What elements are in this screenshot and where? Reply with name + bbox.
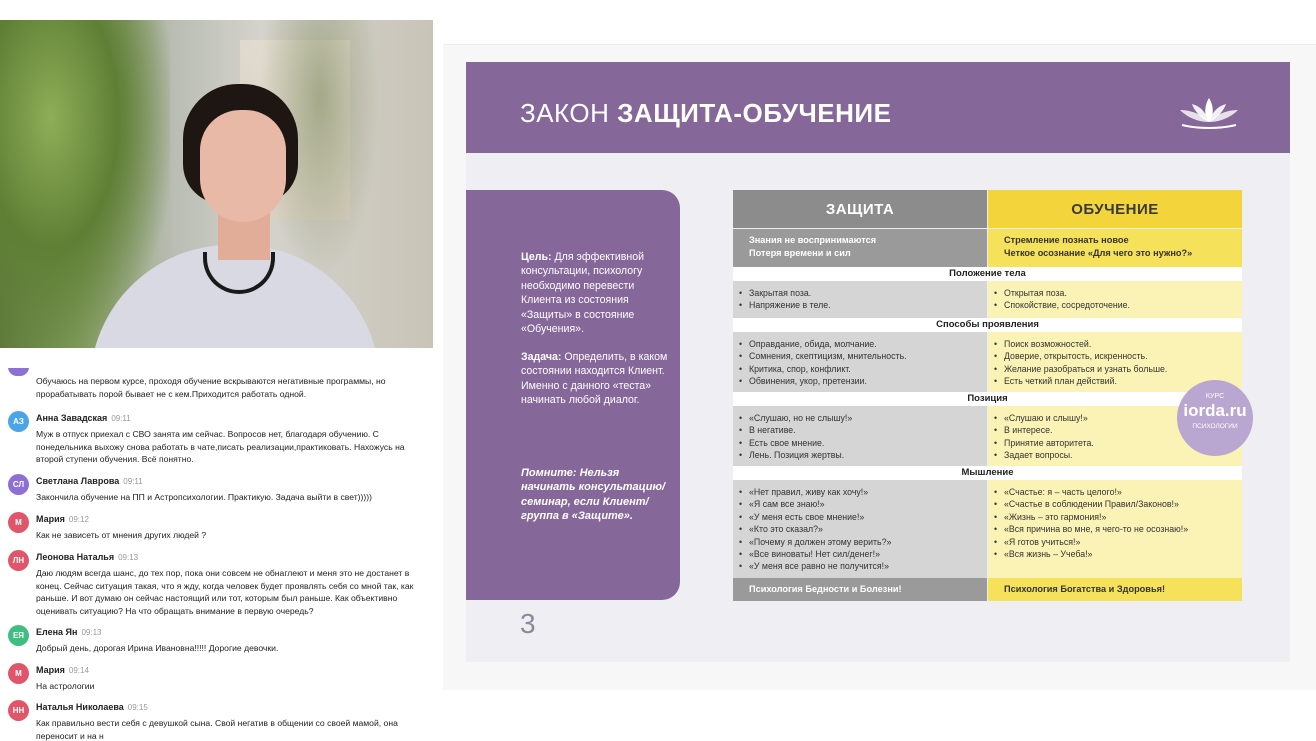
task-label: Задача: xyxy=(521,351,562,363)
table-item: • Спокойствие, сосредоточение. xyxy=(988,299,1242,311)
table-item: • Закрытая поза. xyxy=(733,287,987,299)
chat-message xyxy=(0,373,433,400)
chat-panel[interactable] xyxy=(0,368,433,741)
stamp-top-text: КУРС xyxy=(1205,393,1225,400)
chat-message-text: Как не зависеть от мнения других людей ? xyxy=(36,530,207,540)
chat-time: 09:13 xyxy=(81,628,102,637)
table-item: • В негативе. xyxy=(733,424,987,436)
chat-author: Наталья Николаева xyxy=(36,702,124,712)
avatar: ЕЯ xyxy=(8,625,29,646)
section-title: Позиция xyxy=(733,392,1242,406)
table-item: • «Вся причина во мне, я чего-то не осознаю!» xyxy=(988,523,1242,535)
chat-message xyxy=(0,660,433,693)
chat-time: 09:11 xyxy=(111,414,131,423)
avatar: М xyxy=(8,512,29,533)
presentation-slide xyxy=(466,62,1290,662)
lotus-logo-icon xyxy=(1174,94,1244,132)
chat-message-text: Муж в отпуск приехал с СВО занята им сейчас. Вопросов нет, благодаря обучению. С понедельника выхожу снова работать в чате,писать реализации,практиковать. Нахожусь на второй ступени обучения. Всё понятно. xyxy=(36,429,405,465)
table-item: • Поиск возможностей. xyxy=(988,338,1242,350)
learning-intro xyxy=(988,229,1242,267)
avatar: М xyxy=(8,663,29,684)
chat-message xyxy=(0,408,433,466)
learning-footer-text: Психология Богатства и Здоровья! xyxy=(1004,584,1166,594)
goal-panel xyxy=(466,190,680,600)
table-item: • «Жизнь – это гармония!» xyxy=(988,511,1242,523)
defense-intro-line: Знания не воспринимаются xyxy=(749,235,877,245)
goal-label: Цель: xyxy=(521,251,552,263)
chat-message-text: Обучаюсь на первом курсе, проходя обучение вскрываются негативные программы, но прорабатывать порой бывает не с кем.Приходится работать одной. xyxy=(36,376,386,399)
defense-cell xyxy=(733,332,987,395)
table-item: • В интересе. xyxy=(988,424,1242,436)
chat-author: Анна Завадская xyxy=(36,413,108,423)
slide-number: 3 xyxy=(520,608,536,639)
table-item: • Есть свое мнение. xyxy=(733,437,987,449)
table-item: • Напряжение в теле. xyxy=(733,299,987,311)
slide-title-bold: ЗАЩИТА-ОБУЧЕНИЕ xyxy=(617,98,892,128)
table-item: • «Нет правил, живу как хочу!» xyxy=(733,486,987,498)
goal-paragraph xyxy=(521,250,671,336)
table-item: • Лень. Позиция жертвы. xyxy=(733,449,987,461)
table-item: • Открытая поза. xyxy=(988,287,1242,299)
table-item: • Задает вопросы. xyxy=(988,449,1242,461)
stamp-main-text: iorda.ru xyxy=(1183,401,1247,420)
chat-author: Светлана Лаврова xyxy=(36,476,120,486)
remember-note: Помните: Нельзя начинать консультацию/семинар, если Клиент/группа в «Защите». xyxy=(521,467,666,523)
defense-intro-line: Потеря времени и сил xyxy=(749,248,851,258)
header-learning: ОБУЧЕНИЕ xyxy=(988,190,1242,228)
chat-time: 09:12 xyxy=(68,515,89,524)
table-item: • Критика, спор, конфликт. xyxy=(733,363,987,375)
defense-footer-text: Психология Бедности и Болезни! xyxy=(749,584,902,594)
defense-intro xyxy=(733,229,987,267)
table-item: • «Счастье в соблюдении Правил/Законов!» xyxy=(988,498,1242,510)
table-item: • «Слушаю и слышу!» xyxy=(988,412,1242,424)
chat-message-text: На астрологии xyxy=(36,681,95,691)
slide-banner xyxy=(466,62,1290,153)
goal-text: Для эффективной консультации, психологу необходимо перевести Клиента из состояния «Защиты» в состояние «Обучения». xyxy=(521,251,645,336)
slide-title-light: ЗАКОН xyxy=(520,98,618,128)
course-stamp xyxy=(1177,380,1253,456)
defense-cell xyxy=(733,406,987,467)
avatar: ЛН xyxy=(8,550,29,571)
section-title: Положение тела xyxy=(733,267,1242,281)
chat-time: 09:14 xyxy=(68,666,89,675)
stamp-bottom-text: ПСИХОЛОГИИ xyxy=(1192,423,1238,430)
chat-time: 09:11 xyxy=(123,477,143,486)
chat-message xyxy=(0,547,433,617)
chat-author: Мария xyxy=(36,665,65,675)
table-item: • «У меня все равно не получится!» xyxy=(733,560,987,572)
table-item: • «Почему я должен этому верить?» xyxy=(733,536,987,548)
chat-author: Леонова Наталья xyxy=(36,552,115,562)
table-item: • «Все виноваты! Нет сил/денег!» xyxy=(733,548,987,560)
table-item: • «Кто это сказал?» xyxy=(733,523,987,535)
learning-cell xyxy=(988,281,1242,319)
table-item: • Сомнения, скептицизм, мнительность. xyxy=(733,350,987,362)
chat-time: 09:13 xyxy=(118,553,139,562)
chat-message-text: Закончила обучение на ПП и Астропсихологии. Практикую. Задача выйти в свет))))) xyxy=(36,492,372,502)
table-item: • Есть четкий план действий. xyxy=(988,375,1242,387)
avatar: НН xyxy=(8,700,29,721)
table-item: • Обвинения, укор, претензии. xyxy=(733,375,987,387)
chat-message-text: Даю людям всегда шанс, до тех пор, пока они совсем не обнаглеют и меня это не достанет в конец. Сейчас ситуация такая, что я жду, когда человек будет проявлять себя со мной так, как раньше. И вот думаю он сейчас настоящий или тот, которым был раньше. Как объективно оценивать ситуацию? На что обращать внимание в первую очередь? xyxy=(36,568,414,616)
chat-time: 09:15 xyxy=(127,703,148,712)
learning-cell xyxy=(988,480,1242,578)
learning-intro-line: Стремление познать новое xyxy=(1004,235,1129,245)
header-defense: ЗАЩИТА xyxy=(733,190,987,228)
task-text: Определить, в каком состоянии находится Клиент. Именно с данного «теста» начинать любой диалог. xyxy=(521,351,668,407)
table-item: • «Вся жизнь – Учеба!» xyxy=(988,548,1242,560)
chat-message xyxy=(0,697,433,741)
slide-title xyxy=(520,98,891,129)
task-paragraph xyxy=(521,350,671,408)
learning-intro-line: Четкое осознание «Для чего это нужно?» xyxy=(1004,248,1193,258)
chat-author: Елена Ян xyxy=(36,627,78,637)
table-item: • «Я сам все знаю!» xyxy=(733,498,987,510)
table-item: • Принятие авторитета. xyxy=(988,437,1242,449)
chat-message xyxy=(0,471,433,504)
chat-message xyxy=(0,509,433,542)
defense-cell xyxy=(733,281,987,319)
avatar xyxy=(8,368,29,376)
table-item: • Оправдание, обида, молчание. xyxy=(733,338,987,350)
webcam-video xyxy=(0,20,433,348)
section-title: Способы проявления xyxy=(733,318,1242,332)
table-item: • «У меня есть свое мнение!» xyxy=(733,511,987,523)
learning-footer xyxy=(988,578,1242,601)
avatar: АЗ xyxy=(8,411,29,432)
chat-message-text: Как правильно вести себя с девушкой сына. Свой негатив в общении со своей мамой, она переносит и на н xyxy=(36,718,398,741)
chat-author: Мария xyxy=(36,514,65,524)
defense-cell xyxy=(733,480,987,578)
avatar: СЛ xyxy=(8,474,29,495)
section-title: Мышление xyxy=(733,466,1242,480)
table-item: • «Я готов учиться!» xyxy=(988,536,1242,548)
defense-footer xyxy=(733,578,987,601)
speaker-face xyxy=(200,110,286,222)
table-item: • «Счастье: я – часть целого!» xyxy=(988,486,1242,498)
table-item: • «Слушаю, но не слышу!» xyxy=(733,412,987,424)
table-item: • Доверие, открытость, искренность. xyxy=(988,350,1242,362)
chat-message-text: Добрый день, дорогая Ирина Ивановна!!!!! Дорогие девочки. xyxy=(36,643,279,653)
chat-message xyxy=(0,622,433,655)
table-item: • Желание разобраться и узнать больше. xyxy=(988,363,1242,375)
